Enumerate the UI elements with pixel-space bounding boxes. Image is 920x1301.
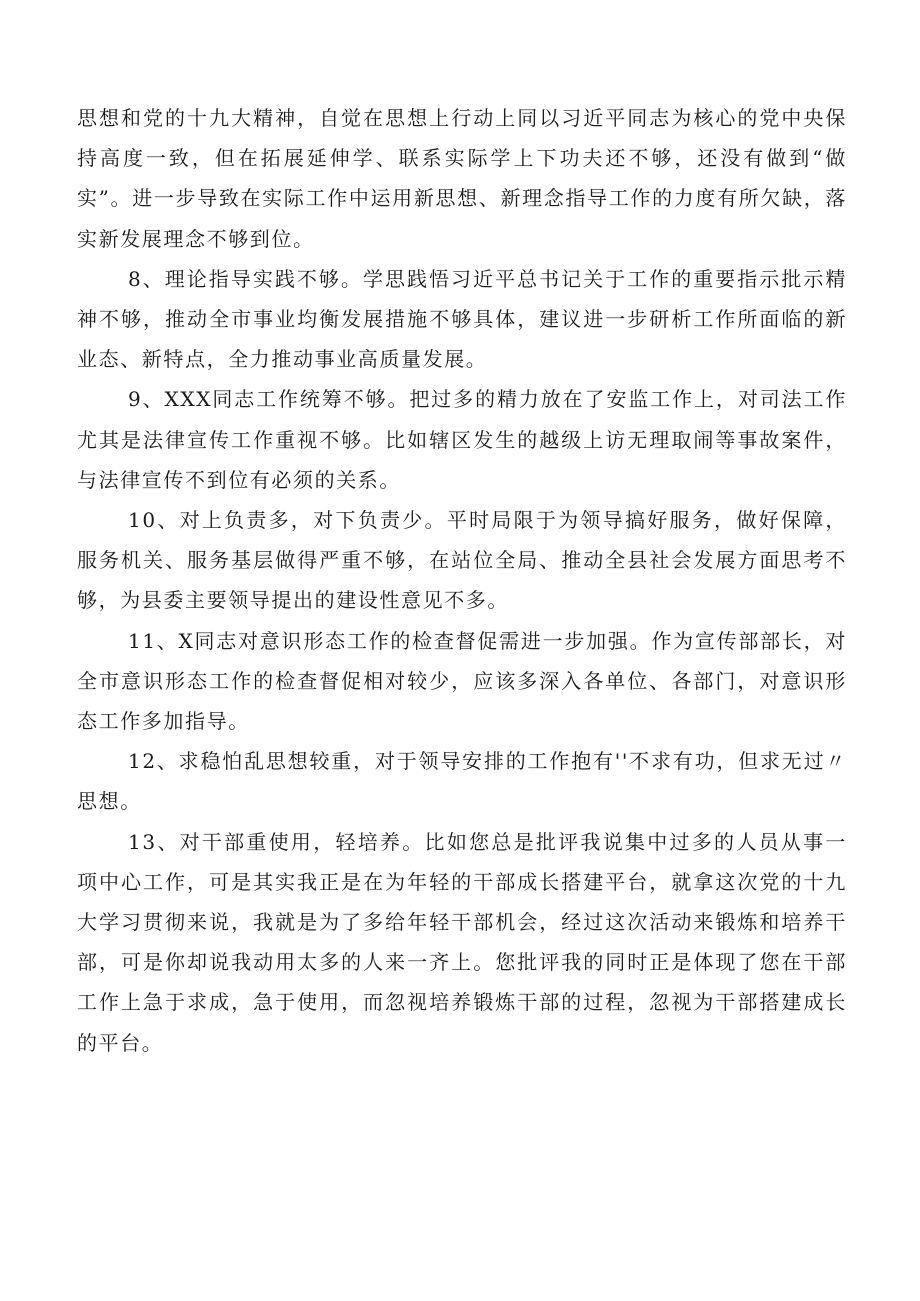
paragraph-item-10: 10、对上负责多，对下负责少。平时局限于为领导搞好服务，做好保障，服务机关、服务基层做得严重不够，在站位全局、推动全县社会发展方面思考不够，为县委主要领导提出的建设性意见不多。 — [77, 508, 847, 613]
paragraph-item-9: 9、XXX同志工作统筹不够。把过多的精力放在了安监工作上，对司法工作尤其是法律宣传工作重视不够。比如辖区发生的越级上访无理取闹等事故案件，与法律宣传不到位有必须的关系。 — [77, 387, 847, 492]
paragraph-continuation: 思想和党的十九大精神，自觉在思想上行动上同以习近平同志为核心的党中央保持高度一致，但在拓展延伸学、联系实际学上下功夫还不够，还没有做到“做实”。进一步导致在实际工作中运用新思想、新理念指导工作的力度有所欠缺，落实新发展理念不够到位。 — [77, 106, 847, 251]
paragraph-item-8: 8、理论指导实践不够。学思践悟习近平总书记关于工作的重要指示批示精神不够，推动全市事业均衡发展措施不够具体，建议进一步研析工作所面临的新业态、新特点，全力推动事业高质量发展。 — [77, 266, 847, 372]
document-page — [77, 98, 847, 1063]
paragraph-item-13: 13、对干部重使用，轻培养。比如您总是批评我说集中过多的人员从事一项中心工作，可是其实我正是在为年轻的干部成长搭建平台，就拿这次党的十九大学习贯彻来说，我就是为了多给年轻干部机会，经过这次活动来锻炼和培养干部，可是你却说我动用太多的人来一齐上。您批评我的同时正是体现了您在干部工作上急于求成，急于使用，而忽视培养锻炼干部的过程，忽视为干部搭建成长的平台。 — [77, 829, 847, 1055]
paragraph-item-12: 12、求稳怕乱思想较重，对于领导安排的工作抱有''不求有功，但求无过〃思想。 — [77, 749, 847, 814]
paragraph-item-11: 11、X同志对意识形态工作的检查督促需进一步加强。作为宣传部部长，对全市意识形态工作的检查督促相对较少，应该多深入各单位、各部门，对意识形态工作多加指导。 — [77, 628, 847, 734]
